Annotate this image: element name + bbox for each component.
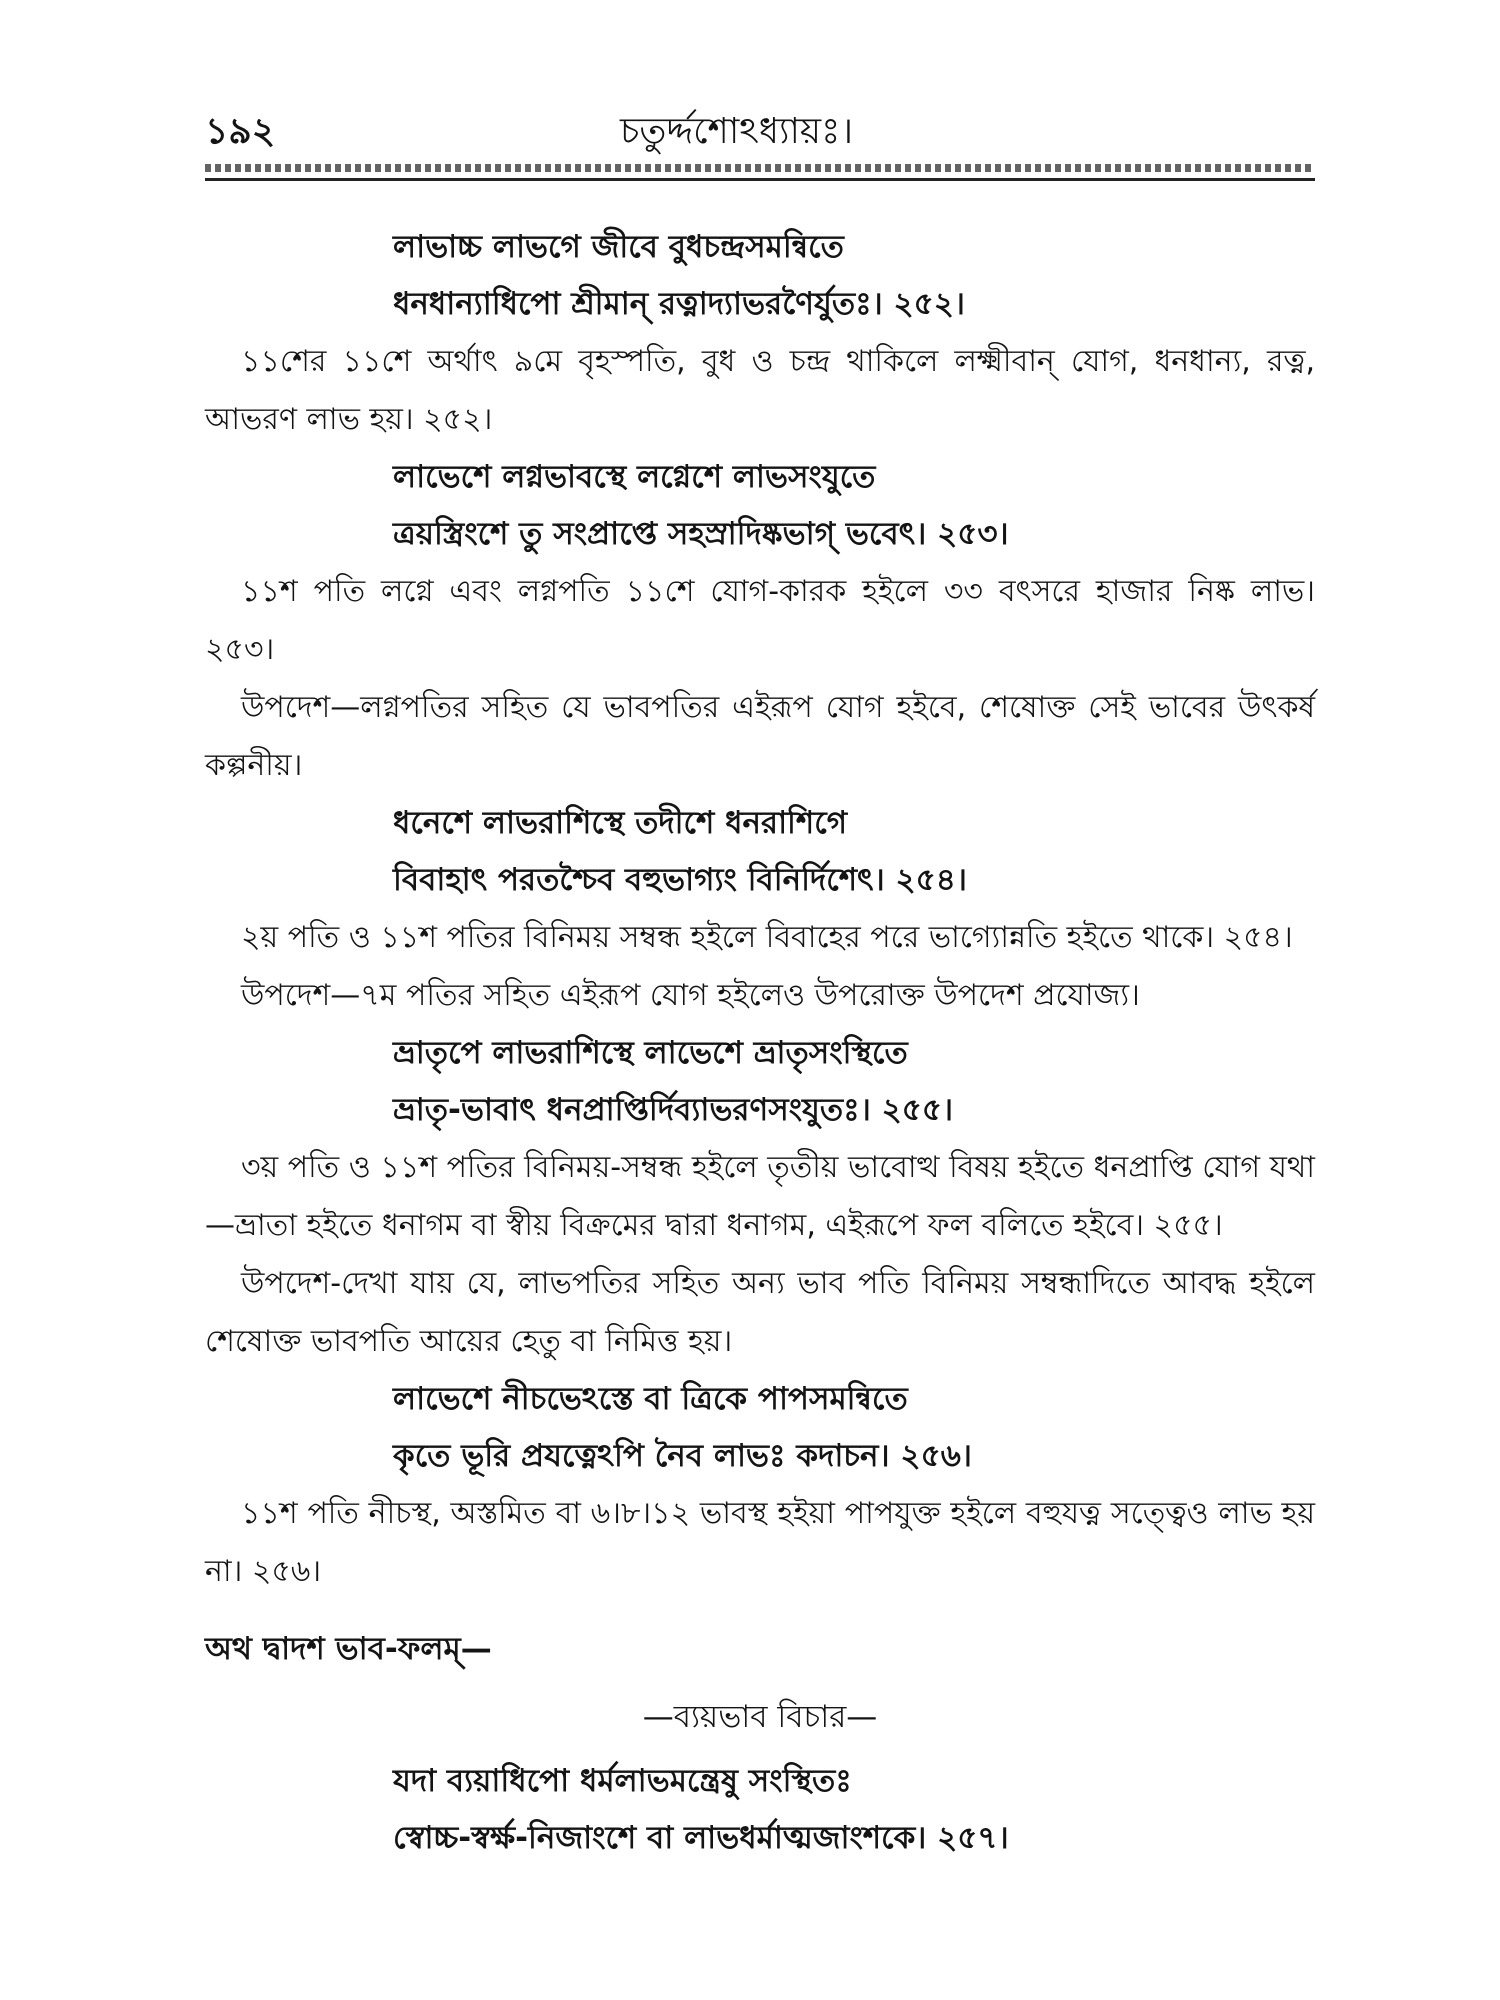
section-heading: অথ দ্বাদশ ভাব-ফলম্— [205, 1631, 492, 1667]
sanskrit-verse-line: লাভেশে নীচভেঽস্তে বা ত্রিকে পাপসমন্বিতে [393, 1381, 908, 1417]
page-body [205, 219, 1315, 1867]
commentary-paragraph: ১১শ পতি লগ্নে এবং লগ্নপতি ১১শে যোগ-কারক হইলে ৩৩ বৎসরে হাজার নিষ্ক লাভ। ২৫৩। [205, 574, 1315, 667]
chapter-title: চতুৰ্দ্দশোঽধ্যায়ঃ। [620, 111, 854, 152]
section-subheading: —ব্যয়ভাব বিচার— [642, 1699, 878, 1735]
sanskrit-verse-line: ধনেশে লাভরাশিস্থে তদীশে ধনরাশিগে [393, 805, 848, 841]
commentary-paragraph: ২য় পতি ও ১১শ পতির বিনিময় সম্বন্ধ হইলে বিবাহের পরে ভাগ্যোন্নতি হইতে থাকে। ২৫৪। [241, 920, 1293, 955]
sanskrit-verse-line: লাভেশে লগ্নভাবস্থে লগ্নেশে লাভসংযুতে [393, 459, 876, 495]
sanskrit-verse-line: ধনধান্যাধিপো শ্রীমান্ রত্নাদ্যাভরণৈর্যুতঃ। ২৫২। [393, 286, 965, 322]
commentary-paragraph: উপদেশ-দেখা যায় যে, লাভপতির সহিত অন্য ভাব পতি বিনিময় সম্বন্ধাদিতে আবদ্ধ হইলে শেষোক্ত ভাবপতি আয়ের হেতু বা নিমিত্ত হয়। [205, 1266, 1315, 1359]
page-header [205, 100, 1315, 158]
header-wavy-rule [205, 164, 1315, 172]
sanskrit-verse-line: ত্রয়স্ত্রিংশে তু সংপ্রাপ্তে সহস্রাদিষ্কভাগ্ ভবেৎ। ২৫৩। [393, 516, 1009, 552]
sanskrit-verse-line: লাভাচ্চ লাভগে জীবে বুধচন্দ্রসমন্বিতে [393, 229, 844, 265]
commentary-paragraph: উপদেশ—লগ্নপতির সহিত যে ভাবপতির এইরূপ যোগ হইবে, শেষোক্ত সেই ভাবের উৎকর্ষ কল্পনীয়। [205, 690, 1315, 783]
page-number: ১৯২ [205, 111, 276, 152]
sanskrit-verse-line: ভ্রাতৃপে লাভরাশিস্থে লাভেশে ভ্রাতৃসংস্থিতে [393, 1035, 908, 1071]
sanskrit-verse-line: স্বোচ্চ-স্বর্ক্ষ-নিজাংশে বা লাভধর্মাত্মজাংশকে। ২৫৭। [393, 1820, 1009, 1856]
sanskrit-verse-line: বিবাহাৎ পরতশ্চৈব বহুভাগ্যং বিনির্দিশেৎ। ২৫৪। [393, 862, 967, 898]
commentary-paragraph: ১১শের ১১শে অর্থাৎ ৯মে বৃহস্পতি, বুধ ও চন্দ্র থাকিলে লক্ষ্মীবান্ যোগ, ধনধান্য, রত্ন, আভরণ লাভ হয়। ২৫২। [205, 344, 1315, 437]
commentary-paragraph: ৩য় পতি ও ১১শ পতির বিনিময়-সম্বন্ধ হইলে তৃতীয় ভাবোত্থ বিষয় হইতে ধনপ্রাপ্তি যোগ যথা—ভ্রাতা হইতে ধনাগম বা স্বীয় বিক্রমের দ্বারা ধনাগম, এইরূপে ফল বলিতে হইবে। ২৫৫। [205, 1150, 1315, 1243]
header-rule [205, 178, 1315, 181]
sanskrit-verse-line: কৃতে ভূরি প্রযত্নেঽপি নৈব লাভঃ কদাচন। ২৫৬। [393, 1438, 972, 1474]
commentary-paragraph: উপদেশ—৭ম পতির সহিত এইরূপ যোগ হইলেও উপরোক্ত উপদেশ প্রযোজ্য। [241, 978, 1140, 1013]
sanskrit-verse-line: যদা ব্যয়াধিপো ধর্মলাভমন্ত্রেষু সংস্থিতঃ [393, 1763, 852, 1799]
book-page [205, 100, 1315, 1980]
commentary-paragraph: ১১শ পতি নীচস্থ, অস্তমিত বা ৬।৮।১২ ভাবস্থ হইয়া পাপযুক্ত হইলে বহুযত্ন সত্ত্বেও লাভ হয় না। ২৫৬। [205, 1496, 1315, 1589]
sanskrit-verse-line: ভ্রাতৃ-ভাবাৎ ধনপ্রাপ্তির্দিব্যাভরণসংযুতঃ। ২৫৫। [393, 1092, 954, 1128]
